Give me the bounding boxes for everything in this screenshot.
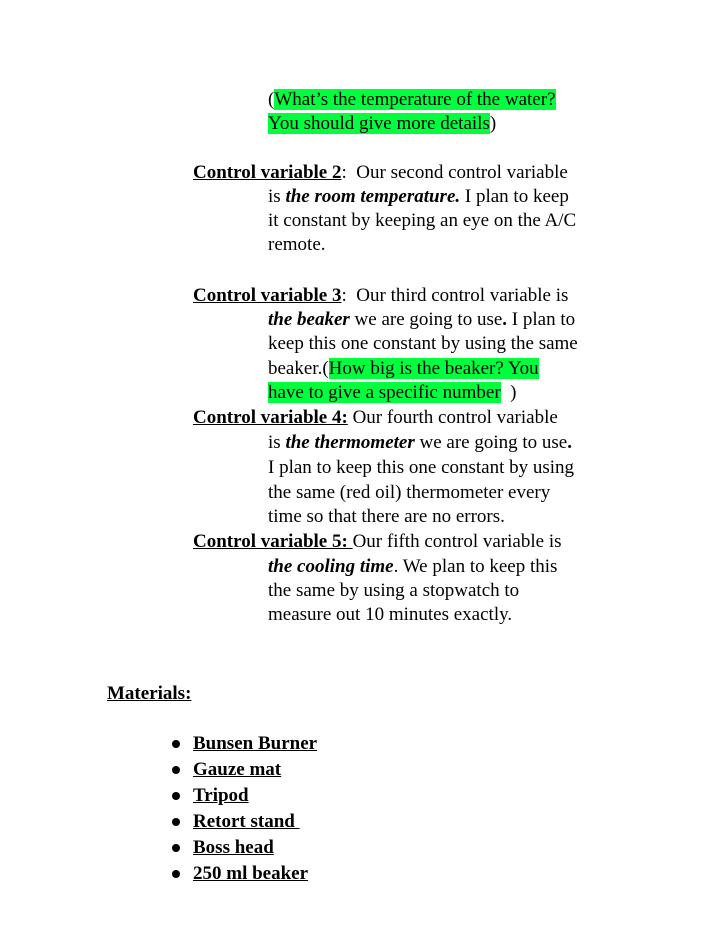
cv5-emphasis: the cooling time — [268, 556, 394, 577]
cv2-line1 — [193, 161, 568, 185]
cv4-line2-post: we are going to use — [414, 432, 568, 453]
cv5-line4: measure out 10 minutes exactly. — [268, 604, 513, 625]
cv5-line2 — [268, 555, 557, 579]
cv3-period: . — [502, 309, 508, 330]
bullet-icon — [172, 870, 180, 878]
materials-heading: Materials: — [107, 683, 192, 704]
cv3-line1 — [193, 284, 568, 308]
cv5-line2-post: . We plan to keep this — [393, 556, 558, 577]
material-item: Bunsen Burner — [193, 733, 318, 754]
material-item: Retort stand — [193, 811, 300, 832]
cv3-emphasis: the beaker — [268, 309, 350, 330]
open-paren: ( — [268, 89, 275, 110]
highlight-beaker-question: How big is the beaker? You — [328, 358, 539, 379]
bullet-icon — [172, 818, 180, 826]
cv2-text: Our second control variable — [346, 162, 568, 183]
cv2-line3: it constant by keeping an eye on the A/C — [268, 210, 577, 231]
cv4-line2 — [268, 431, 572, 455]
cv4-line1 — [193, 406, 558, 430]
cv3-line2-tail: I plan to — [507, 309, 576, 330]
cv4-line2-pre: is — [268, 432, 286, 453]
cv4-emphasis: the thermometer — [285, 432, 415, 453]
cv3-line2 — [268, 308, 575, 332]
cv4-line3: I plan to keep this one constant by using — [268, 457, 575, 478]
material-item: Tripod — [193, 785, 249, 806]
cv5-line1 — [193, 530, 562, 554]
cv3-line4 — [268, 357, 539, 381]
material-item: 250 ml beaker — [193, 863, 309, 884]
highlight-more-details: You should give more details — [268, 113, 490, 134]
bullet-icon — [172, 792, 180, 800]
cv3-line3: keep this one constant by using the same — [268, 333, 578, 354]
close-paren: ) — [489, 113, 497, 134]
note-temperature-line2 — [268, 112, 496, 136]
cv5-line3: the same by using a stopwatch to — [268, 580, 520, 601]
highlight-specific-number: have to give a specific number — [268, 382, 501, 403]
cv2-label: Control variable 2 — [193, 162, 342, 183]
cv3-line5-post: ) — [500, 382, 517, 403]
cv4-period: . — [567, 432, 572, 453]
cv2-line2 — [268, 185, 569, 209]
cv3-line2-post: we are going to use — [349, 309, 503, 330]
cv2-line2-post: I plan to keep — [460, 186, 569, 207]
cv3-text: Our third control variable is — [346, 285, 569, 306]
cv2-emphasis: the room temperature. — [285, 186, 461, 207]
cv2-line2-pre: is — [268, 186, 286, 207]
cv2-colon: : — [341, 162, 347, 183]
material-item: Boss head — [193, 837, 274, 858]
cv4-line4: the same (red oil) thermometer every — [268, 482, 551, 503]
material-item: Gauze mat — [193, 759, 282, 780]
highlight-temperature-question: What’s the temperature of the water? — [274, 89, 556, 110]
cv3-colon: : — [341, 285, 347, 306]
cv4-text: Our fourth control variable — [347, 407, 558, 428]
cv2-line4: remote. — [268, 234, 326, 255]
bullet-icon — [172, 766, 180, 774]
cv4-line5: time so that there are no errors. — [268, 506, 505, 527]
cv3-label: Control variable 3 — [193, 285, 342, 306]
cv5-label: Control variable 5: — [193, 531, 353, 552]
bullet-icon — [172, 844, 180, 852]
note-temperature-line1 — [268, 88, 556, 112]
cv3-line4-pre: beaker.( — [268, 358, 329, 379]
bullet-icon — [172, 740, 180, 748]
cv3-line5 — [268, 381, 517, 405]
cv5-text: Our fifth control variable is — [352, 531, 562, 552]
cv4-label: Control variable 4: — [193, 407, 348, 428]
